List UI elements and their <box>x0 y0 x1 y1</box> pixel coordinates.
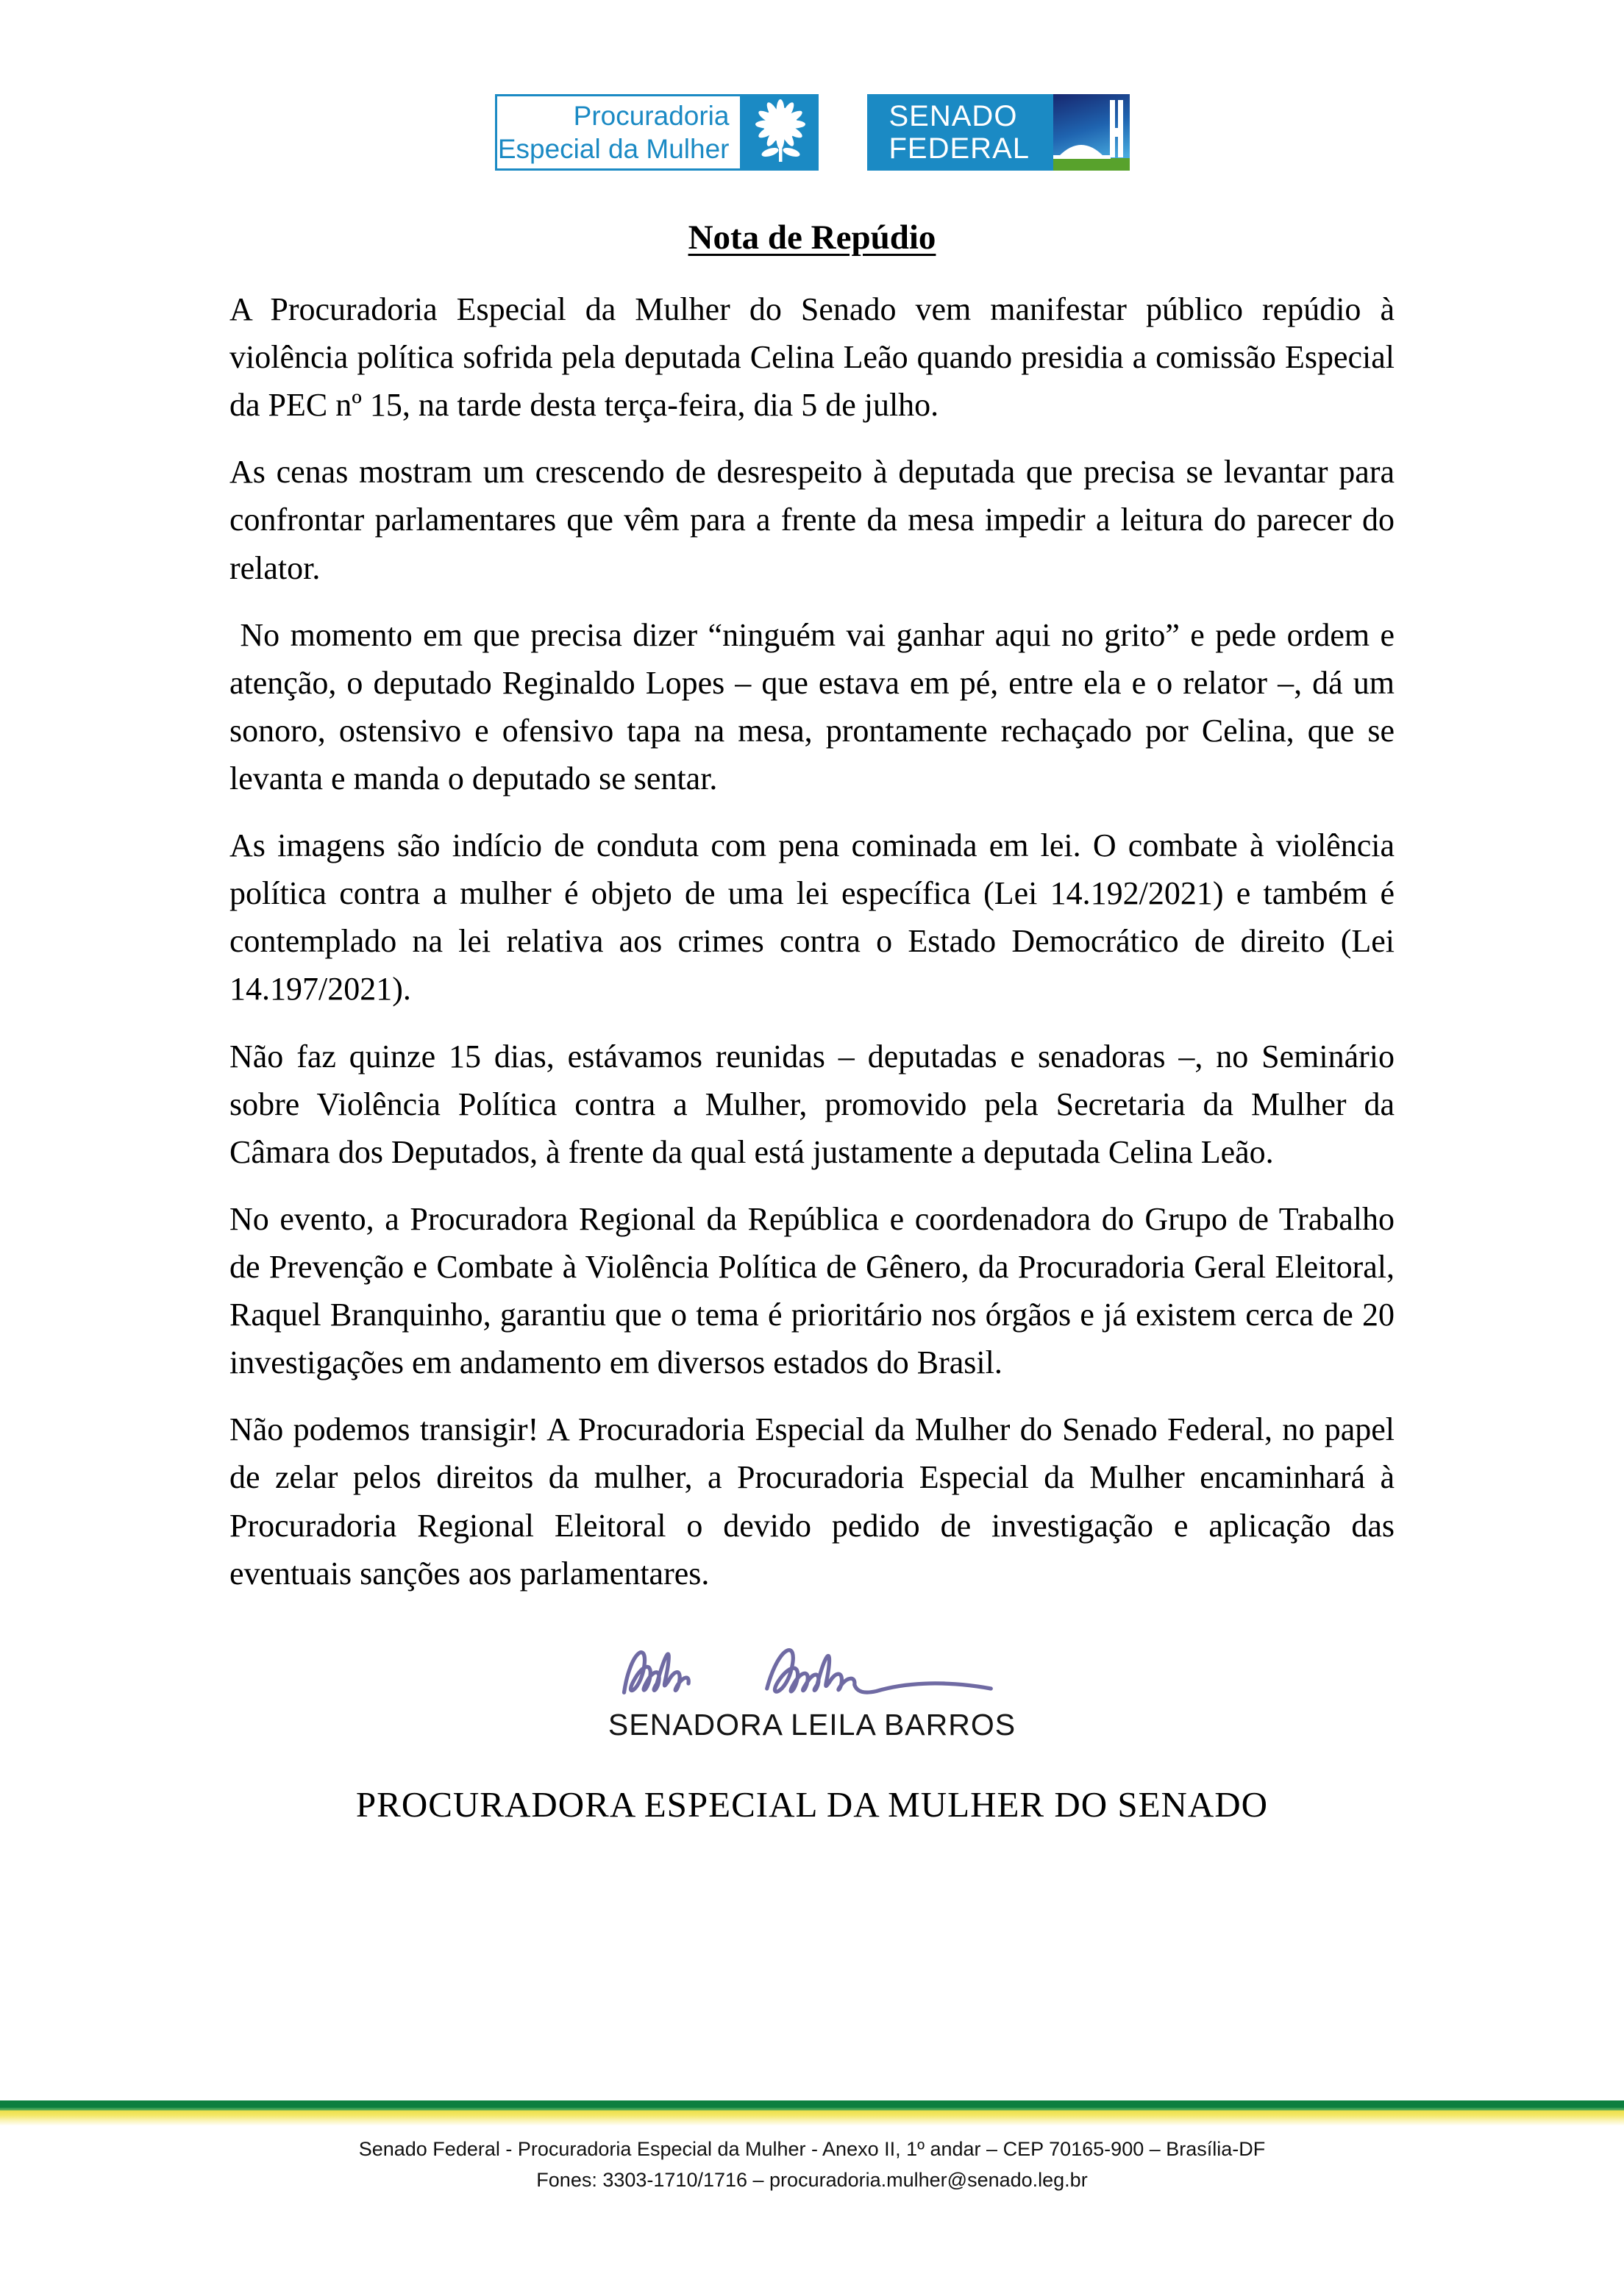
senado-logo-line2: FEDERAL <box>888 132 1030 165</box>
document-body <box>229 285 1395 1597</box>
paragraph: Não podemos transigir! A Procuradoria Especial da Mulher do Senado Federal, no papel de zelar pelos direitos da mulher, a Procuradoria Especial da Mulher encaminhará à Procuradoria Regional Eleitoral o devido pedido de investigação e aplicação das eventuais sanções aos parlamentares. <box>229 1411 1395 1592</box>
signer-name: SENADORA LEILA BARROS <box>608 1707 1016 1742</box>
paragraph: No evento, a Procuradora Regional da República e coordenadora do Grupo de Trabalho de Prevenção e Combate à Violência Política de Gênero, da Procuradoria Geral Eleitoral, Raquel Branquinho, garantiu que o tema é prioritário nos órgãos e já existem cerca de 20 investigações em andamento em diversos estados do Brasil. <box>229 1200 1395 1381</box>
signature-block <box>0 1617 1624 1825</box>
paragraph: As imagens são indício de conduta com pena cominada em lei. O combate à violência política contra a mulher é objeto de uma lei específica (Lei 14.192/2021) e também é contemplado na lei relativa aos crimes contra o Estado Democrático de direito (Lei 14.197/2021). <box>229 827 1395 1008</box>
footer-color-bar <box>0 2100 1624 2127</box>
senado-logo-textbox <box>867 94 1053 171</box>
header <box>0 0 1624 171</box>
footer-address-line: Senado Federal - Procuradoria Especial da Mulher - Anexo II, 1º andar – CEP 70165-900 – Brasília-DF <box>358 2138 1266 2160</box>
signer-role: PROCURADORA ESPECIAL DA MULHER DO SENADO <box>355 1783 1269 1825</box>
page-title-text: Nota de Repúdio <box>688 218 936 257</box>
procuradoria-logo-line1: Procuradoria <box>573 100 730 131</box>
senado-logo <box>867 94 1130 171</box>
page-title <box>0 218 1624 257</box>
header-logo-gap <box>819 94 867 171</box>
paragraph: Não faz quinze 15 dias, estávamos reunidas – deputadas e senadoras –, no Seminário sobre Violência Política contra a Mulher, promovido pela Secretaria da Mulher da Câmara dos Deputados, à frente da qual está justamente a deputada Celina Leão. <box>229 1038 1395 1170</box>
footer-contact-line: Fones: 3303-1710/1716 – procuradoria.mulher@senado.leg.br <box>536 2168 1088 2191</box>
paragraph: No momento em que precisa dizer “ninguém vai ganhar aqui no grito” e pede ordem e atenção, o deputado Reginaldo Lopes – que estava em pé, entre ela e o relator –, dá um sonoro, ostensivo e ofensivo tapa na mesa, prontamente rechaçado por Celina, que se levanta e manda o deputado se sentar. <box>229 616 1395 796</box>
paragraph: A Procuradoria Especial da Mulher do Senado vem manifestar público repúdio à violência política sofrida pela deputada Celina Leão quando presidia a comissão Especial da PEC nº 15, na tarde desta terça-feira, dia 5 de julho. <box>229 291 1395 424</box>
flower-icon <box>742 94 819 171</box>
procuradoria-logo <box>495 94 819 171</box>
footer <box>0 2134 1624 2196</box>
paragraph: As cenas mostram um crescendo de desrespeito à deputada que precisa se levantar para confrontar parlamentares que vêm para a frente da mesa impedir a leitura do parecer do relator. <box>229 454 1395 586</box>
senado-logo-line1: SENADO <box>888 100 1018 132</box>
procuradoria-logo-textbox <box>495 94 742 171</box>
congress-icon <box>1053 94 1130 171</box>
procuradoria-logo-line2: Especial da Mulher <box>497 134 730 164</box>
signature-image <box>606 1617 1018 1719</box>
